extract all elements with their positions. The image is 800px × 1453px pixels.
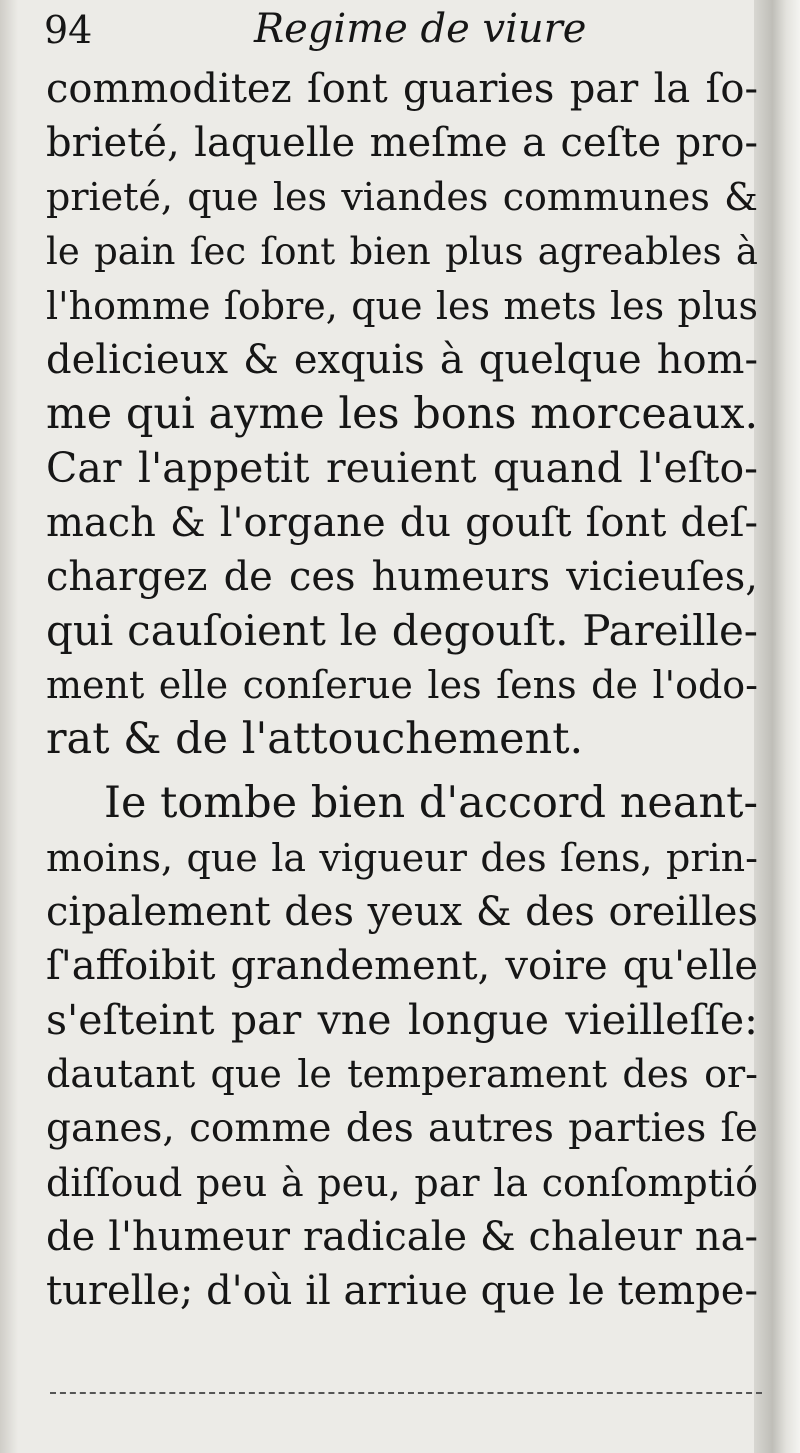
text-line: commoditez ſont guaries par la ſo- xyxy=(46,66,758,112)
book-gutter xyxy=(754,0,800,1453)
text-line: ment elle conſerue les ſens de l'odo- xyxy=(46,663,758,708)
text-line: dautant que le temperament des or- xyxy=(46,1052,758,1097)
text-line: qui cauſoient le degouſt. Pareille- xyxy=(46,605,758,655)
text-line: Car l'appetit reuient quand l'eſto- xyxy=(46,444,758,493)
page-number: 94 xyxy=(44,8,93,52)
page-edge-shadow xyxy=(0,0,18,1453)
text-line: brieté, laquelle meſme a ceſte pro- xyxy=(46,120,758,167)
text-line: le pain ſec ſont bien plus agreables à xyxy=(46,229,758,273)
paragraph xyxy=(46,62,758,766)
page-header xyxy=(44,6,754,62)
footer-rule xyxy=(50,1392,762,1394)
text-line: ganes, comme des autres parties ſe xyxy=(46,1105,758,1151)
paragraph-gap xyxy=(46,766,758,776)
running-title: Regime de viure xyxy=(254,6,587,52)
text-line: prieté, que les viandes communes & xyxy=(46,175,758,220)
text-line: chargez de ces humeurs vicieuſes, xyxy=(46,553,758,600)
text-line: rat & de l'attouchement. xyxy=(46,714,584,765)
body-text xyxy=(46,62,758,1318)
text-line: moins, que la vigueur des ſens, prin- xyxy=(46,835,758,880)
text-line: cipalement des yeux & des oreilles xyxy=(46,888,758,935)
text-line: s'eſteint par vne longue vieilleſſe: xyxy=(46,996,758,1045)
text-line: turelle; d'où il arriue que le tempe- xyxy=(46,1268,758,1315)
text-line: l'homme ſobre, que les mets les plus xyxy=(46,283,758,328)
paragraph xyxy=(46,776,758,1318)
text-line: diſſoud peu à peu, par la conſomptió xyxy=(46,1160,758,1205)
text-line: mach & l'organe du gouſt ſont deſ- xyxy=(46,499,758,546)
text-line: me qui ayme les bons morceaux. xyxy=(46,389,758,440)
text-line: Ie tombe bien d'accord neant- xyxy=(104,778,758,829)
text-line: delicieux & exquis à quelque hom- xyxy=(46,336,758,383)
text-line: ſ'affoibit grandement, voire qu'elle xyxy=(46,943,758,989)
text-line: de l'humeur radicale & chaleur na- xyxy=(46,1213,758,1260)
